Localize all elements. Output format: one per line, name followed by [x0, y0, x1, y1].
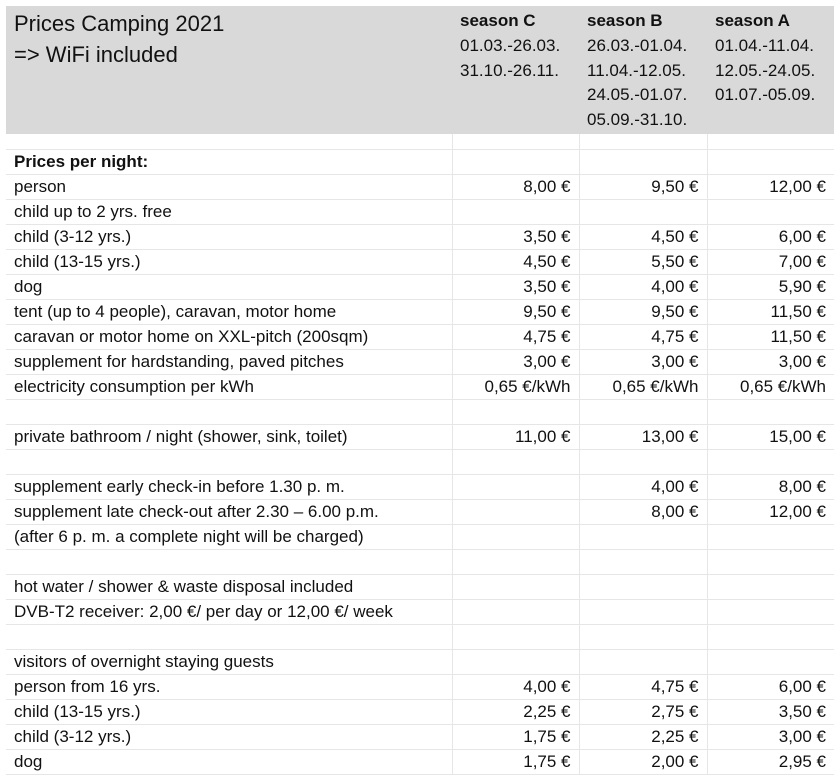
season-a-price	[707, 550, 834, 575]
season-b-price: 13,00 €	[579, 425, 707, 450]
season-b-price	[579, 575, 707, 600]
season-c-price: 1,75 €	[452, 750, 579, 775]
season-b-price	[579, 200, 707, 225]
season-b-header	[579, 6, 707, 134]
season-a-price	[707, 575, 834, 600]
table-row	[6, 650, 834, 675]
season-c-price	[452, 500, 579, 525]
row-label: DVB-T2 receiver: 2,00 €/ per day or 12,00 €/ week	[6, 600, 452, 625]
season-b-price: 4,75 €	[579, 675, 707, 700]
season-c-header	[452, 6, 579, 134]
row-label: child (13-15 yrs.)	[6, 250, 452, 275]
table-row	[6, 425, 834, 450]
season-a-name: season A	[715, 11, 790, 30]
season-c-price	[452, 625, 579, 650]
season-b-date: 11.04.-12.05.	[587, 60, 686, 80]
table-row	[6, 250, 834, 275]
row-label	[6, 550, 452, 575]
row-label: electricity consumption per kWh	[6, 375, 452, 400]
season-c-price	[452, 525, 579, 550]
season-c-price: 4,75 €	[452, 325, 579, 350]
season-b-price: 2,00 €	[579, 750, 707, 775]
table-row	[6, 525, 834, 550]
season-b-price	[579, 450, 707, 475]
season-b-price: 4,50 €	[579, 225, 707, 250]
season-b-date: 26.03.-01.04.	[587, 36, 688, 55]
season-a-price: 15,00 €	[707, 425, 834, 450]
season-a-price: 7,00 €	[707, 250, 834, 275]
row-label: private bathroom / night (shower, sink, toilet)	[6, 425, 452, 450]
season-c-date: 31.10.-26.11.	[460, 60, 559, 80]
season-b-date: 24.05.-01.07.	[587, 85, 688, 104]
season-c-price: 3,50 €	[452, 225, 579, 250]
table-row	[6, 200, 834, 225]
table-row	[6, 675, 834, 700]
season-a-price: 11,50 €	[707, 300, 834, 325]
season-c-price: 8,00 €	[452, 175, 579, 200]
season-b-price: 2,75 €	[579, 700, 707, 725]
row-label: child (3-12 yrs.)	[6, 725, 452, 750]
season-c-price	[452, 600, 579, 625]
season-c-price	[452, 475, 579, 500]
row-label: supplement for hardstanding, paved pitches	[6, 350, 452, 375]
section-heading-row	[6, 150, 834, 175]
header-row	[6, 6, 834, 134]
row-label: tent (up to 4 people), caravan, motor home	[6, 300, 452, 325]
table-row	[6, 725, 834, 750]
table-row	[6, 300, 834, 325]
table-row	[6, 600, 834, 625]
season-a-price: 3,50 €	[707, 700, 834, 725]
row-label: supplement late check-out after 2.30 – 6.00 p.m.	[6, 500, 452, 525]
season-c-price: 2,25 €	[452, 700, 579, 725]
blank-row	[6, 625, 834, 650]
row-label: person from 16 yrs.	[6, 675, 452, 700]
season-a-price	[707, 400, 834, 425]
season-b-price	[579, 150, 707, 175]
spacer-cell	[6, 134, 452, 150]
season-a-price	[707, 625, 834, 650]
season-a-price: 2,95 €	[707, 750, 834, 775]
season-b-price: 5,50 €	[579, 250, 707, 275]
season-b-price: 4,75 €	[579, 325, 707, 350]
spacer-cell	[707, 134, 834, 150]
season-b-price	[579, 400, 707, 425]
season-b-price	[579, 600, 707, 625]
season-a-price: 3,00 €	[707, 350, 834, 375]
season-a-price: 3,00 €	[707, 725, 834, 750]
season-a-price: 6,00 €	[707, 225, 834, 250]
season-c-price: 1,75 €	[452, 725, 579, 750]
season-b-price: 2,25 €	[579, 725, 707, 750]
table-row	[6, 700, 834, 725]
table-row	[6, 225, 834, 250]
season-c-price	[452, 200, 579, 225]
table-row	[6, 575, 834, 600]
season-a-price: 12,00 €	[707, 500, 834, 525]
season-b-price: 4,00 €	[579, 275, 707, 300]
season-b-price: 9,50 €	[579, 175, 707, 200]
season-b-name: season B	[587, 11, 663, 30]
season-a-price: 5,90 €	[707, 275, 834, 300]
row-label: person	[6, 175, 452, 200]
season-b-price	[579, 550, 707, 575]
price-table	[6, 6, 834, 775]
season-c-price: 4,00 €	[452, 675, 579, 700]
season-a-price: 12,00 €	[707, 175, 834, 200]
season-c-price: 4,50 €	[452, 250, 579, 275]
season-a-price	[707, 650, 834, 675]
row-label	[6, 400, 452, 425]
season-a-price	[707, 525, 834, 550]
season-c-price	[452, 575, 579, 600]
season-b-price: 3,00 €	[579, 350, 707, 375]
page-title: Prices Camping 2021	[14, 11, 225, 36]
season-b-price: 9,50 €	[579, 300, 707, 325]
row-label: child up to 2 yrs. free	[6, 200, 452, 225]
season-a-price: 8,00 €	[707, 475, 834, 500]
row-label: dog	[6, 275, 452, 300]
season-a-header	[707, 6, 834, 134]
table-row	[6, 175, 834, 200]
row-label: supplement early check-in before 1.30 p. m.	[6, 475, 452, 500]
season-a-date: 01.04.-11.04.	[715, 36, 814, 55]
season-a-price: 0,65 €/kWh	[707, 375, 834, 400]
row-label: dog	[6, 750, 452, 775]
season-c-name: season C	[460, 11, 536, 30]
season-b-date: 05.09.-31.10.	[587, 109, 688, 129]
season-c-price: 3,50 €	[452, 275, 579, 300]
season-b-price	[579, 525, 707, 550]
blank-row	[6, 400, 834, 425]
table-row	[6, 500, 834, 525]
season-a-price	[707, 200, 834, 225]
row-label: hot water / shower & waste disposal included	[6, 575, 452, 600]
season-b-price: 8,00 €	[579, 500, 707, 525]
wifi-note: => WiFi included	[14, 42, 178, 67]
table-row	[6, 475, 834, 500]
row-label: Prices per night:	[6, 150, 452, 175]
spacer-cell	[579, 134, 707, 150]
row-label	[6, 625, 452, 650]
season-a-price: 6,00 €	[707, 675, 834, 700]
season-a-price: 11,50 €	[707, 325, 834, 350]
season-a-price	[707, 150, 834, 175]
row-label: caravan or motor home on XXL-pitch (200sqm)	[6, 325, 452, 350]
blank-row	[6, 450, 834, 475]
price-table-body	[6, 6, 834, 775]
table-row	[6, 350, 834, 375]
season-c-price	[452, 150, 579, 175]
table-row	[6, 325, 834, 350]
season-c-price: 9,50 €	[452, 300, 579, 325]
season-c-price	[452, 650, 579, 675]
row-label: child (3-12 yrs.)	[6, 225, 452, 250]
season-b-price	[579, 650, 707, 675]
season-c-price	[452, 550, 579, 575]
spacer-cell	[452, 134, 579, 150]
season-b-price: 0,65 €/kWh	[579, 375, 707, 400]
title-cell	[6, 6, 452, 134]
season-c-price	[452, 450, 579, 475]
season-a-price	[707, 600, 834, 625]
season-a-date: 01.07.-05.09.	[715, 85, 816, 104]
season-c-price: 11,00 €	[452, 425, 579, 450]
row-label: visitors of overnight staying guests	[6, 650, 452, 675]
season-c-date: 01.03.-26.03.	[460, 36, 561, 55]
season-c-price: 0,65 €/kWh	[452, 375, 579, 400]
season-c-price	[452, 400, 579, 425]
row-label	[6, 450, 452, 475]
season-b-price: 4,00 €	[579, 475, 707, 500]
row-label: child (13-15 yrs.)	[6, 700, 452, 725]
season-c-price: 3,00 €	[452, 350, 579, 375]
season-a-date: 12.05.-24.05.	[715, 60, 816, 80]
table-row	[6, 375, 834, 400]
table-row	[6, 750, 834, 775]
table-row	[6, 275, 834, 300]
season-a-price	[707, 450, 834, 475]
season-b-price	[579, 625, 707, 650]
row-label: (after 6 p. m. a complete night will be charged)	[6, 525, 452, 550]
blank-row	[6, 550, 834, 575]
header-spacer-row	[6, 134, 834, 150]
